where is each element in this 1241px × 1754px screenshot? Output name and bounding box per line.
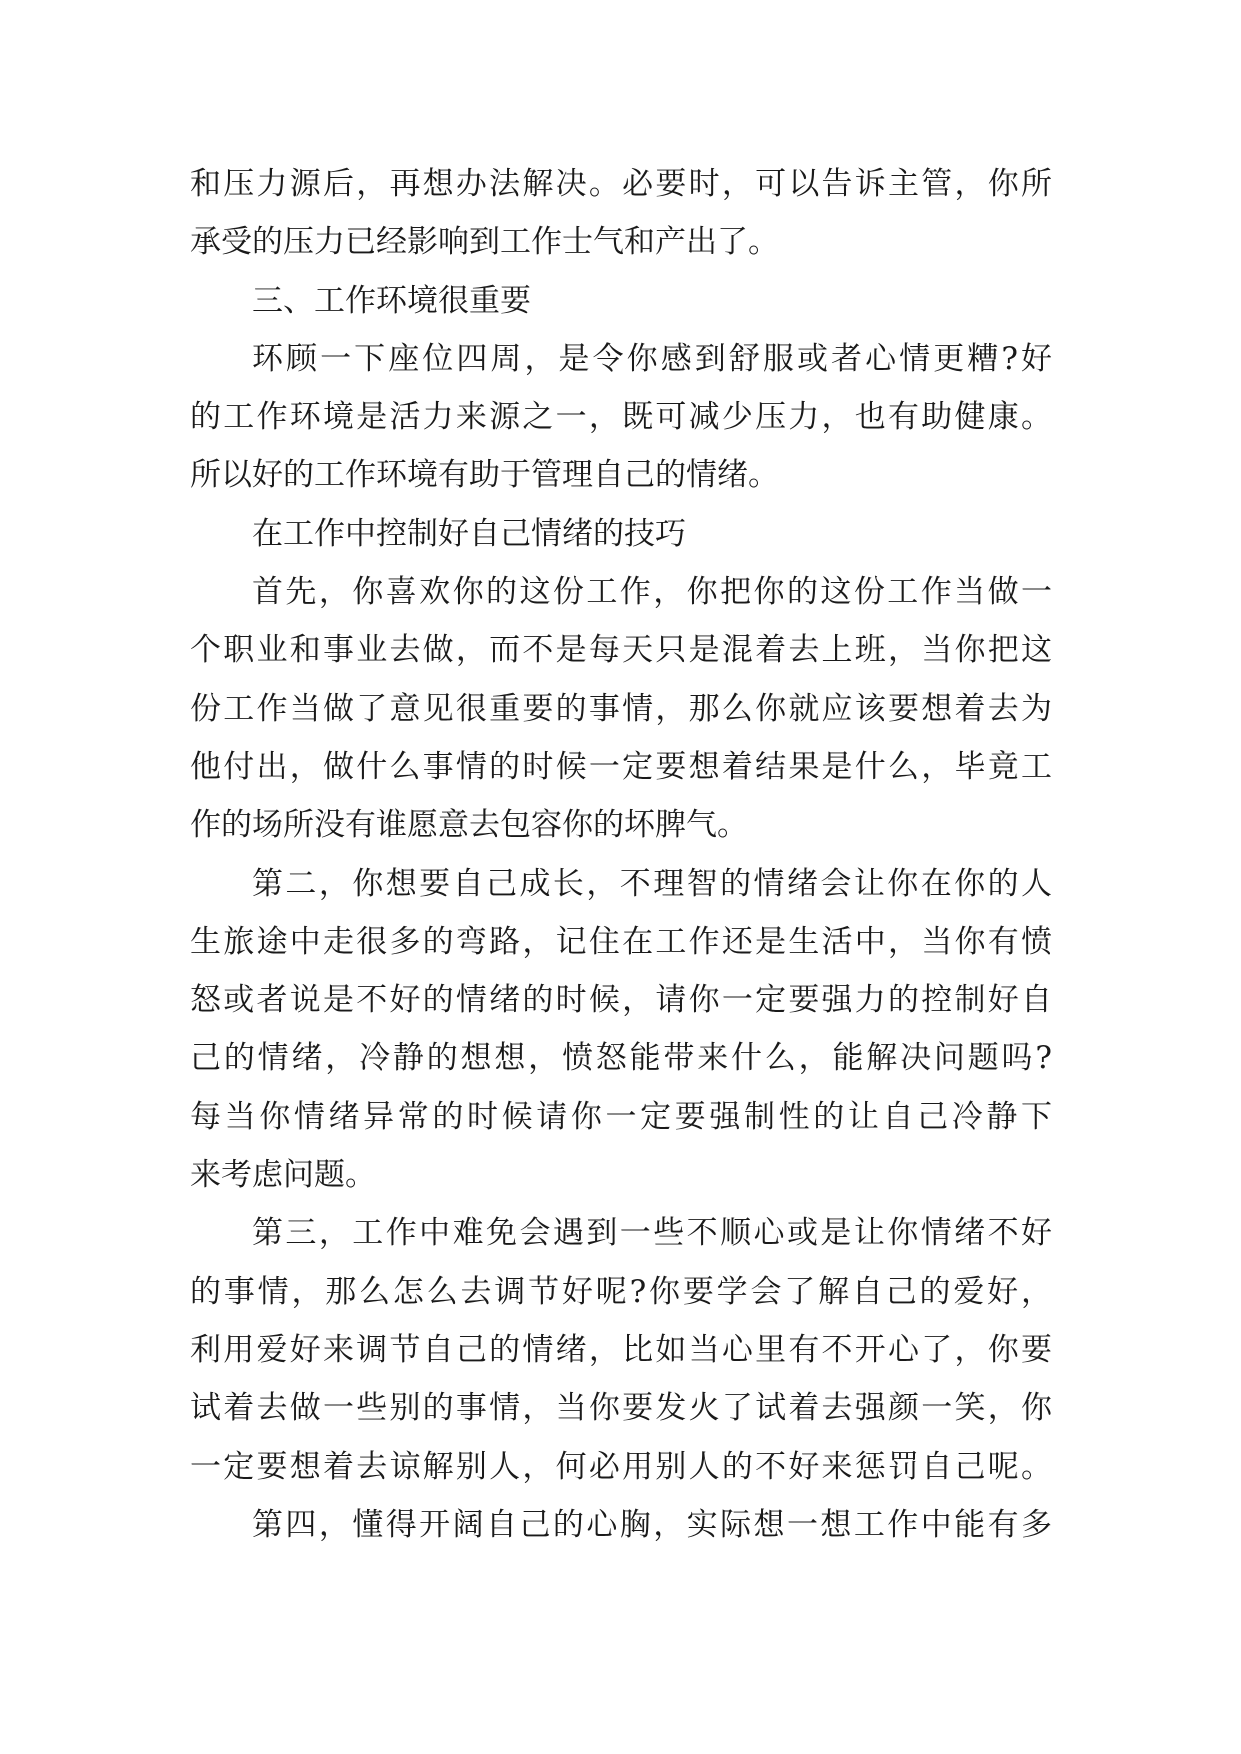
text-line: 第二，你想要自己成长，不理智的情绪会让你在你的人 — [252, 865, 1052, 902]
text-line: 个职业和事业去做，而不是每天只是混着去上班，当你把这 — [190, 632, 1052, 669]
text-line: 生旅途中走很多的弯路，记住在工作还是生活中，当你有愤 — [190, 923, 1052, 960]
text-line: 怒或者说是不好的情绪的时候，请你一定要强力的控制好自 — [190, 982, 1052, 1019]
text-line: 第四，懂得开阔自己的心胸，实际想一想工作中能有多 — [252, 1506, 1052, 1543]
text-line: 每当你情绪异常的时候请你一定要强制性的让自己冷静下 — [190, 1098, 1052, 1135]
text-line: 一定要想着去谅解别人，何必用别人的不好来惩罚自己呢。 — [190, 1448, 1052, 1485]
text-line: 作的场所没有谁愿意去包容你的坏脾气。 — [190, 807, 748, 844]
text-line: 利用爱好来调节自己的情绪，比如当心里有不开心了，你要 — [190, 1331, 1052, 1368]
text-line: 首先，你喜欢你的这份工作，你把你的这份工作当做一 — [252, 574, 1052, 611]
text-line: 试着去做一些别的事情，当你要发火了试着去强颜一笑，你 — [190, 1390, 1052, 1427]
text-line: 环顾一下座位四周，是令你感到舒服或者心情更糟?好 — [252, 340, 1052, 377]
text-line: 他付出，做什么事情的时候一定要想着结果是什么，毕竟工 — [190, 748, 1052, 785]
text-line: 三、工作环境很重要 — [252, 282, 531, 319]
text-line: 来考虑问题。 — [190, 1157, 376, 1194]
text-line: 份工作当做了意见很重要的事情，那么你就应该要想着去为 — [190, 690, 1052, 727]
text-line: 和压力源后，再想办法解决。必要时，可以告诉主管，你所 — [190, 166, 1052, 202]
text-line: 所以好的工作环境有助于管理自己的情绪。 — [190, 457, 779, 494]
text-line: 承受的压力已经影响到工作士气和产出了。 — [190, 224, 779, 261]
text-line: 的工作环境是活力来源之一，既可减少压力，也有助健康。 — [190, 399, 1052, 436]
text-line: 第三，工作中难免会遇到一些不顺心或是让你情绪不好 — [252, 1215, 1052, 1252]
text-line: 的事情，那么怎么去调节好呢?你要学会了解自己的爱好， — [190, 1273, 1052, 1310]
body-text — [190, 155, 1052, 1554]
text-line: 己的情绪，冷静的想想，愤怒能带来什么，能解决问题吗? — [190, 1040, 1052, 1077]
text-line: 在工作中控制好自己情绪的技巧 — [252, 515, 686, 552]
